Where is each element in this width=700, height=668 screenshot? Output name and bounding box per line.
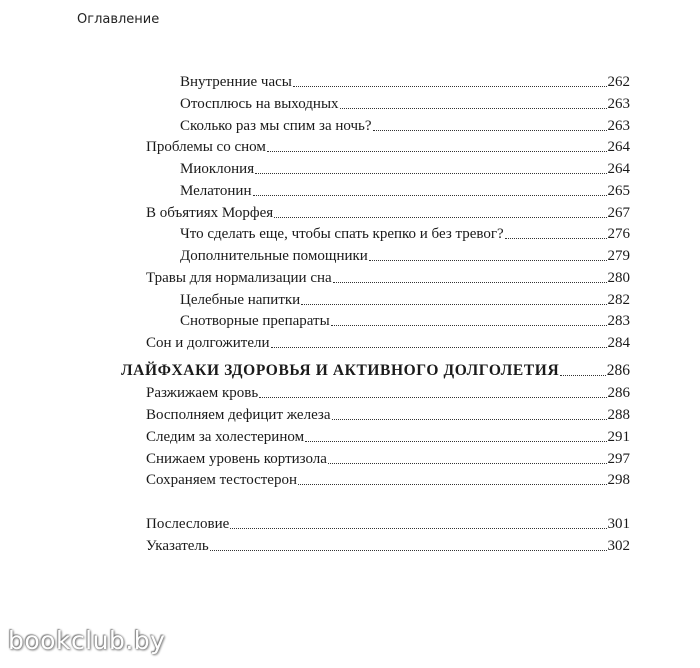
dot-leader <box>267 151 607 152</box>
dot-leader <box>259 397 606 398</box>
toc-entry-page: 264 <box>607 139 630 155</box>
dot-leader <box>369 260 607 261</box>
toc-entry-title: Восполняем дефицит железа <box>146 407 331 423</box>
toc-entry-title: Отосплюсь на выходных <box>180 96 339 112</box>
toc-entry <box>180 115 630 135</box>
toc-entry <box>180 158 630 178</box>
dot-leader <box>274 217 606 218</box>
toc-entry <box>146 426 630 446</box>
toc-entry <box>146 332 630 352</box>
toc-entry-page: 276 <box>607 226 630 242</box>
toc-entry-title: Внутренние часы <box>180 74 292 90</box>
toc-entry <box>146 535 630 555</box>
toc-entry <box>180 223 630 243</box>
toc-entry-title: В объятиях Морфея <box>146 205 274 221</box>
toc-entry-title: Снотворные препараты <box>180 313 330 329</box>
toc-entry <box>146 404 630 424</box>
dot-leader <box>373 130 607 131</box>
site-watermark: bookclub.by <box>8 626 166 655</box>
toc-entry-title: Снижаем уровень кортизола <box>146 451 327 467</box>
toc-entry-title: Что сделать еще, чтобы спать крепко и без тревог? <box>180 226 504 242</box>
toc-entry-page: 297 <box>607 451 630 467</box>
toc-entry-page: 279 <box>607 248 630 264</box>
page-header: Оглавление <box>77 12 160 27</box>
toc-entry-title: Указатель <box>146 538 209 554</box>
dot-leader <box>331 325 607 326</box>
toc-entry-title: Дополнительные помощники <box>180 248 368 264</box>
toc-entry-page: 298 <box>607 472 630 488</box>
toc-entry-title: Разжижаем кровь <box>146 385 259 401</box>
toc-entry-page: 282 <box>607 292 630 308</box>
dot-leader <box>293 86 607 87</box>
toc-section-title: ЛАЙФХАКИ ЗДОРОВЬЯ И АКТИВНОГО ДОЛГОЛЕТИЯ <box>121 362 560 379</box>
toc-entry-page: 286 <box>606 362 630 379</box>
toc-entry <box>180 310 630 330</box>
dot-leader <box>333 282 607 283</box>
toc-entry <box>146 448 630 468</box>
toc-entry-title: Сохраняем тестостерон <box>146 472 297 488</box>
toc-section-entry <box>121 360 630 380</box>
dot-leader <box>328 463 607 464</box>
toc-entry <box>180 180 630 200</box>
toc-entry-title: Послесловие <box>146 516 230 532</box>
dot-leader <box>305 441 606 442</box>
toc-entry <box>180 71 630 91</box>
toc-entry-page: 263 <box>607 96 630 112</box>
toc-entry-page: 283 <box>607 313 630 329</box>
toc-entry-page: 288 <box>607 407 630 423</box>
toc-entry-title: Сколько раз мы спим за ночь? <box>180 118 372 134</box>
dot-leader <box>340 108 607 109</box>
dot-leader <box>255 173 606 174</box>
toc-entry-page: 267 <box>607 205 630 221</box>
toc-entry-page: 263 <box>607 118 630 134</box>
toc-entry <box>180 289 630 309</box>
toc-entry-page: 280 <box>607 270 630 286</box>
toc-entry-title: Целебные напитки <box>180 292 301 308</box>
toc-entry <box>146 469 630 489</box>
toc-entry <box>146 136 630 156</box>
toc-entry-page: 264 <box>607 161 630 177</box>
toc-entry-page: 265 <box>607 183 630 199</box>
toc-entry-page: 286 <box>607 385 630 401</box>
dot-leader <box>230 528 606 529</box>
toc-entry-title: Следим за холестерином <box>146 429 305 445</box>
toc-entry-title: Миоклония <box>180 161 255 177</box>
toc-entry-page: 301 <box>607 516 630 532</box>
toc-entry <box>146 513 630 533</box>
toc-entry <box>146 267 630 287</box>
toc-entry <box>180 245 630 265</box>
toc-entry-page: 291 <box>607 429 630 445</box>
dot-leader <box>301 304 606 305</box>
dot-leader <box>271 347 607 348</box>
toc-entry-page: 262 <box>607 74 630 90</box>
dot-leader <box>560 375 606 376</box>
toc-entry-title: Мелатонин <box>180 183 252 199</box>
toc-entry <box>146 382 630 402</box>
dot-leader <box>332 419 607 420</box>
dot-leader <box>505 238 607 239</box>
toc-entry-page: 284 <box>607 335 630 351</box>
toc-entry <box>180 93 630 113</box>
toc-entry-title: Сон и долгожители <box>146 335 270 351</box>
toc-entry <box>146 202 630 222</box>
dot-leader <box>210 550 607 551</box>
toc-entry-page: 302 <box>607 538 630 554</box>
toc-entry-title: Травы для нормализации сна <box>146 270 332 286</box>
toc-entry-title: Проблемы со сном <box>146 139 266 155</box>
dot-leader <box>298 484 607 485</box>
dot-leader <box>253 195 607 196</box>
